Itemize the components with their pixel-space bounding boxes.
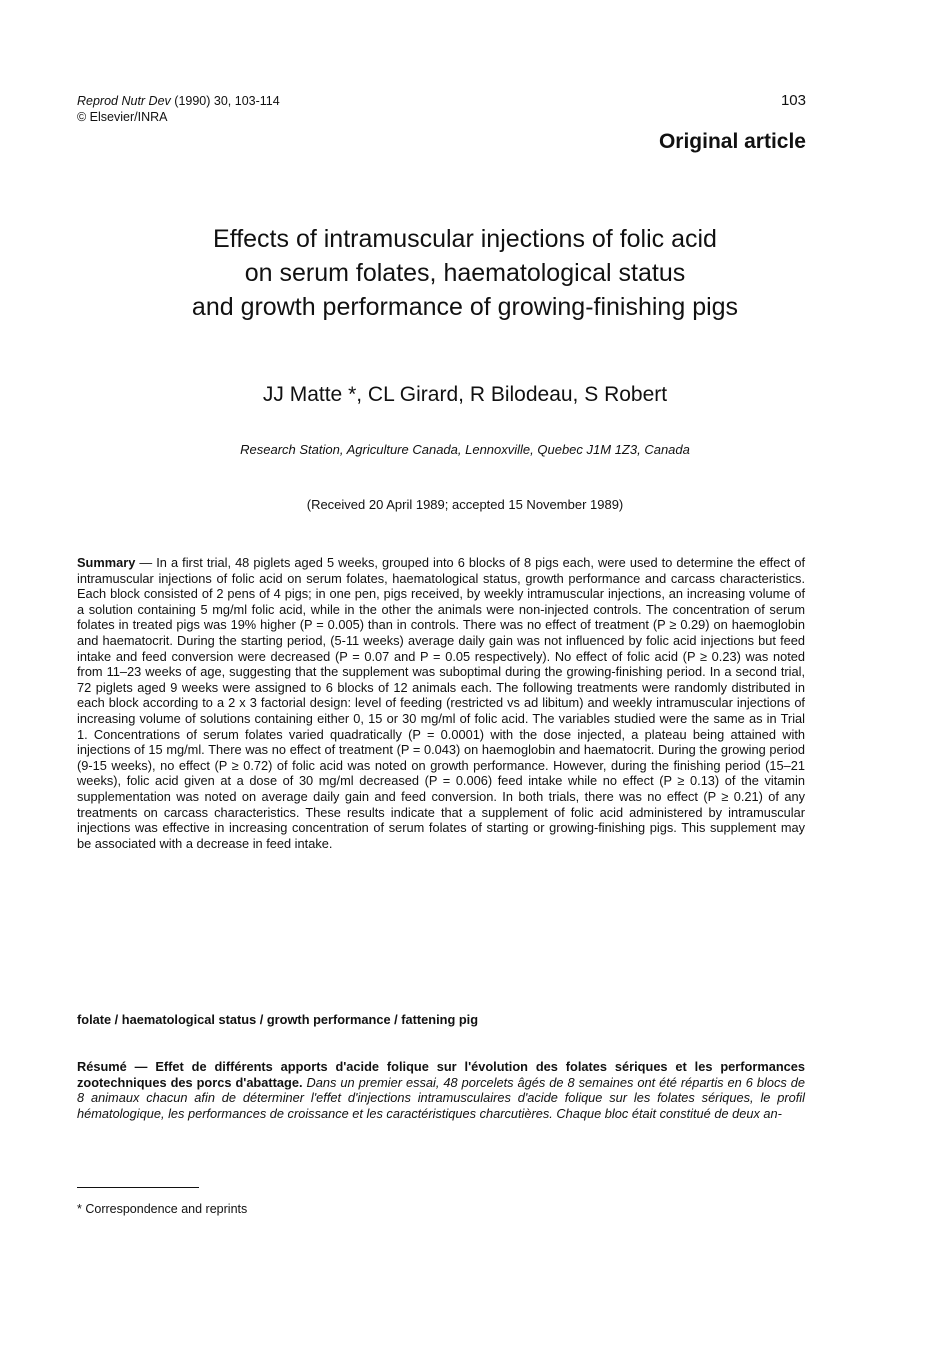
received-dates: (Received 20 April 1989; accepted 15 November 1989) [306, 497, 624, 512]
footnote: * Correspondence and reprints [77, 1202, 248, 1216]
article-type: Original article [658, 130, 806, 153]
journal-volume-pages: (1990) 30, 103-114 [174, 94, 280, 108]
resume-label: Résumé [77, 1059, 127, 1074]
journal-header [77, 93, 280, 125]
authors: JJ Matte *, CL Girard, R Bilodeau, S Robert [262, 383, 668, 406]
article-title [80, 222, 850, 324]
affiliation: Research Station, Agriculture Canada, Lennoxville, Quebec J1M 1Z3, Canada [240, 442, 690, 457]
publisher: © Elsevier/INRA [77, 110, 168, 124]
title-line: and growth performance of growing-finishing pigs [191, 293, 739, 321]
page-number: 103 [780, 92, 806, 109]
footnote-divider [77, 1187, 199, 1188]
title-line: on serum folates, haematological status [244, 259, 686, 287]
summary-abstract [77, 555, 805, 851]
resume-abstract [77, 1059, 805, 1121]
summary-text: — In a first trial, 48 piglets aged 5 weeks, grouped into 6 blocks of 8 pigs each, were used to determine the effect of intramuscular injections of folic acid on serum folates, haematological status, growth performance and carcass characteristics. Each block consisted of 2 pens of 4 pigs; in one pen, pigs received, by weekly intramuscular injections, an increasing volume of a solution containing 5 mg/ml folic acid, while in the other the animals were non-injected controls. The concentration of serum folates in treated pigs was 19% higher (P = 0.005) than in controls. There was no effect of treatment (P ≥ 0.29) on haemoglobin and haematocrit. During the starting period, (5-11 weeks) average daily gain was not influenced by folic acid injections but feed intake and feed conversion were decreased (P = 0.07 and P = 0.05 respectively). No effect of folic acid (P ≥ 0.23) was noted from 11–23 weeks of age, suggesting that the supplement was suboptimal during the growing-finishing period. In a second trial, 72 piglets aged 9 weeks were assigned to 6 blocks of 12 animals each. The following treatments were randomly distributed in each block according to a 2 x 3 factorial design: level of feeding (restricted vs ad libitum) and weekly intramuscular injections of increasing volume of solutions containing either 0, 15 or 30 mg/ml of folic acid. The variables studied were the same as in Trial 1. Concentrations of serum folates varied quadratically (P = 0.0001) with the dose injected, a plateau being attained with injections of 15 mg/ml. There was no effect of treatment (P = 0.043) on haemoglobin and haematocrit. During the growing period (9-15 weeks), no effect (P ≥ 0.72) of folic acid was noted on growth performance. However, during the finishing period (15–21 weeks), folic acid given at a dose of 30 mg/ml decreased (P = 0.006) feed intake while no effect (P ≥ 0.13) of the vitamin supplementation was noted on average daily gain and feed conversion. In both trials, there was no effect (P ≥ 0.21) of any treatments on carcass characteristics. These results indicate that a supplement of folic acid administered by intramuscular injections was effective in increasing concentration of serum folates of starting or growing-finishing pigs. This supplement may be associated with a decrease in feed intake. [77, 555, 805, 851]
resume-heading: — Effet de différents apports d'acide folique sur l'évolution des folates sériques et les performances zootechniques des porcs d'abattage. [77, 1059, 805, 1090]
resume-text: Dans un premier essai, 48 porcelets âgés de 8 semaines ont été répartis en 6 blocs de 8 animaux chacun afin de déterminer l'effet d'injections intramusculaires d'acide folique sur les folates sériques, le profil hématologique, les performances de croissance et les caractéristiques charcutières. Chaque bloc était constitué de deux an- [77, 1074, 805, 1121]
summary-label: Summary [77, 555, 136, 570]
journal-name: Reprod Nutr Dev [77, 94, 171, 108]
title-line: Effects of intramuscular injections of folic acid [213, 225, 717, 253]
keywords: folate / haematological status / growth performance / fattening pig [77, 1012, 479, 1027]
journal-citation [77, 93, 280, 109]
